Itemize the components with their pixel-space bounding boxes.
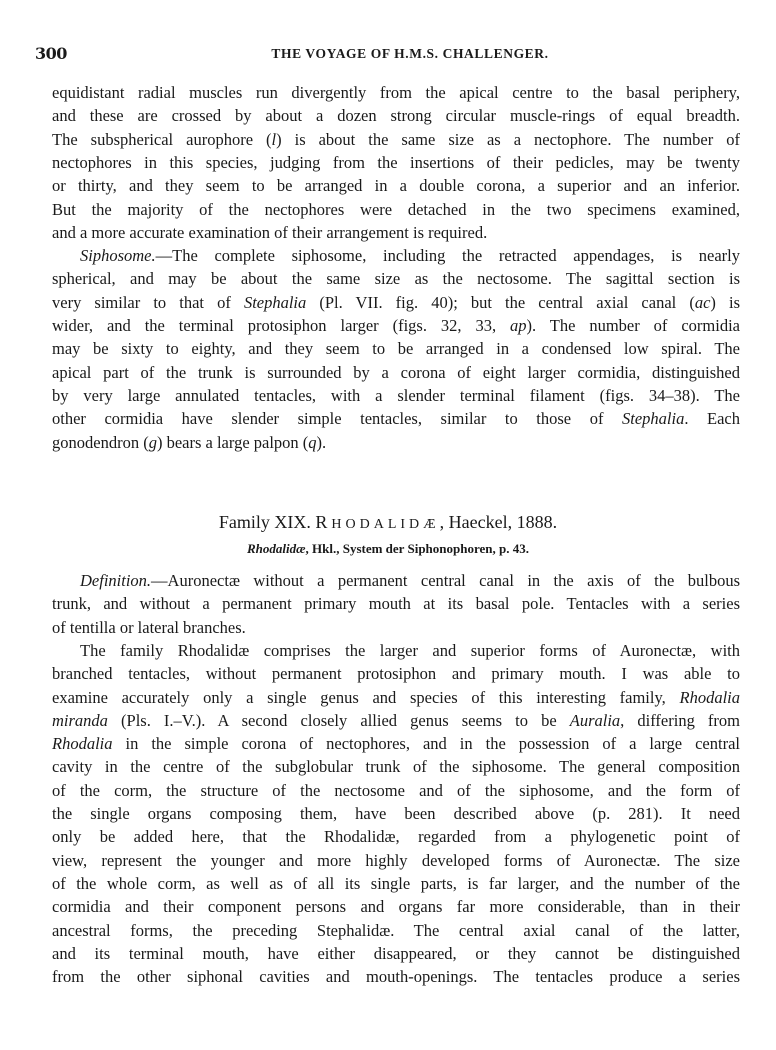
- siphosome-line: Siphosome.—The complete siphosome, including the retracted appendages, is nearly: [80, 246, 740, 266]
- siphosome-line: may be sixty to eighty, and they seem to be arranged in a condensed low spiral. The: [52, 339, 740, 359]
- synonym-reference: [150, 541, 626, 557]
- family-suffix: , Haeckel, 1888.: [439, 512, 558, 532]
- family-description-line: of the whole corm, as well as of all its single parts, is far larger, and the number of the: [52, 873, 740, 893]
- definition-line: of tentilla or lateral branches.: [52, 617, 246, 637]
- family-name-smallcaps: HODALID: [331, 517, 424, 532]
- siphosome-line: gonodendron (g) bears a large palpon (q).: [52, 432, 327, 452]
- siphosome-line: wider, and the terminal protosiphon larger (figs. 32, 33, ap). The number of cormidia: [52, 316, 741, 335]
- family-description-line: of the corm, the structure of the nectosome and of the siphosome, and the form of: [52, 780, 740, 800]
- definition-line: Definition.—Auronectæ without a permanent central canal in the axis of the bulbous: [80, 571, 740, 590]
- family-name-end: Æ: [423, 517, 440, 532]
- para1-line: equidistant radial muscles run divergently from the apical centre to the basal periphery,: [52, 83, 740, 102]
- family-description-line: cavity in the centre of the subglobular trunk of the siphosome. The general composition: [52, 757, 740, 777]
- family-description-line: only be added here, that the Rhodalidæ, regarded from a phylogenetic point of: [52, 827, 740, 847]
- family-description-line: examine accurately only a single genus and species of this interesting family, Rhodalia: [52, 687, 740, 707]
- paragraph-lead: Definition.: [80, 571, 152, 590]
- family-description-line: and its terminal mouth, have either disappeared, or they cannot be distinguished: [52, 943, 740, 963]
- definition-line: trunk, and without a permanent primary mouth at its basal pole. Tentacles with a series: [52, 594, 740, 614]
- siphosome-line: very similar to that of Stephalia (Pl. VII. fig. 40); but the central axial canal (ac) is: [52, 292, 741, 312]
- family-description-line: the single organs composing them, have been described above (p. 281). It need: [52, 804, 740, 823]
- running-title: THE VOYAGE OF H.M.S. CHALLENGER.: [271, 46, 549, 61]
- synonym-name: Rhodalidæ: [247, 541, 306, 556]
- family-description-line: miranda (Pls. I.–V.). A second closely allied genus seems to be Auralia, differing from: [52, 710, 740, 730]
- family-prefix: Family XIX.: [218, 512, 311, 532]
- siphosome-line: other cormidia have slender simple tentacles, similar to those of Stephalia. Each: [52, 409, 740, 429]
- family-name-initial: R: [315, 512, 332, 532]
- para1-line: or thirty, and they seem to be arranged in a double corona, a superior and an inferior.: [52, 176, 740, 196]
- family-description-line: from the other siphonal cavities and mouth-openings. The tentacles produce a series: [52, 967, 740, 987]
- family-description-line: Rhodalia in the simple corona of nectophores, and in the possession of a large central: [52, 734, 740, 754]
- paragraph-lead: Siphosome.: [80, 246, 156, 266]
- siphosome-line: by very large annulated tentacles, with a slender terminal filament (figs. 34–38). The: [52, 385, 740, 405]
- para1-line: and these are crossed by about a dozen strong circular muscle-rings of equal breadth.: [52, 106, 740, 126]
- siphosome-line: apical part of the trunk is surrounded by a corona of eight larger cormidia, distinguished: [52, 362, 740, 382]
- para1-line: The subspherical aurophore (l) is about the same size as a nectophore. The number of: [52, 129, 740, 149]
- family-description-line: view, represent the younger and more highly developed forms of Auronectæ. The size: [52, 850, 740, 870]
- family-description-line: ancestral forms, the preceding Stephalidæ. The central axial canal of the latter,: [52, 920, 740, 940]
- family-description-line: The family Rhodalidæ comprises the larger and superior forms of Auronectæ, with: [80, 640, 740, 660]
- para1-line: nectophores in this species, judging from the insertions of their pedicles, may be twenty: [52, 152, 740, 172]
- family-heading: [150, 512, 626, 533]
- para1-line: and a more accurate examination of their arrangement is required.: [52, 222, 488, 242]
- family-description-line: branched tentacles, without permanent protosiphon and primary mouth. I was able to: [52, 664, 740, 684]
- page-number: 300: [35, 44, 67, 63]
- family-description-line: cormidia and their component persons and organs far more considerable, than in their: [52, 897, 740, 917]
- para1-line: But the majority of the nectophores were detached in the two specimens examined,: [52, 199, 740, 219]
- siphosome-line: spherical, and may be about the same size as the nectosome. The sagittal section is: [52, 269, 740, 289]
- synonym-citation: , Hkl., System der Siphonophoren, p. 43.: [305, 541, 529, 556]
